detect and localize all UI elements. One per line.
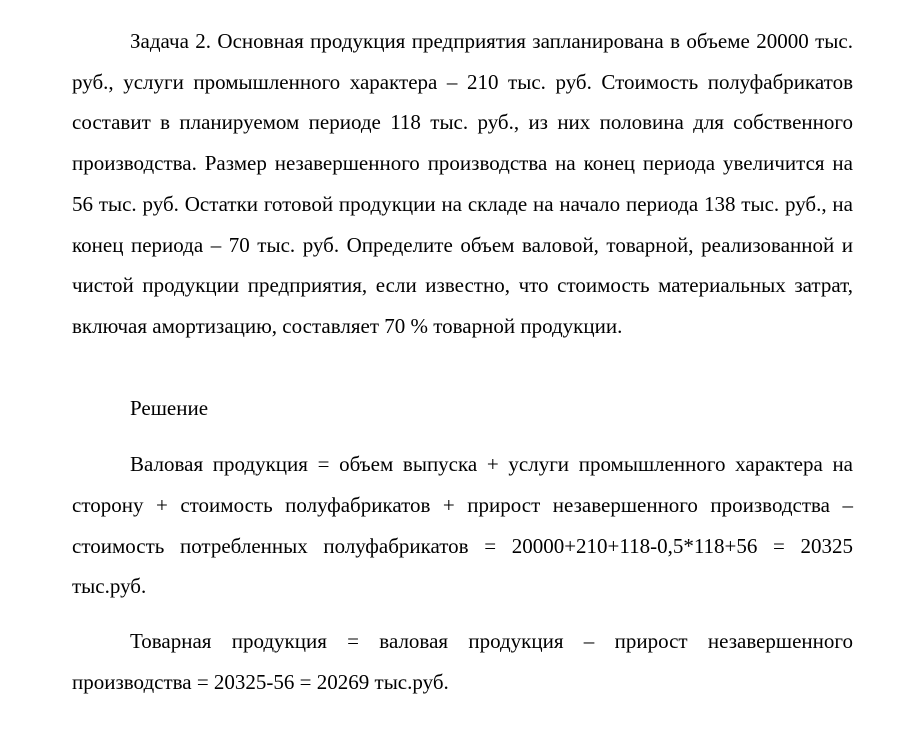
- blank-line: [72, 347, 853, 388]
- document-page: [72, 21, 853, 703]
- solution-heading: Решение: [130, 395, 209, 420]
- task-paragraph: Задача 2. Основная продукция предприятия запланирована в объеме 20000 тыс. руб., услуги промышленного характера – 210 тыс. руб. Стоимость полуфабрикатов составит в планируемом периоде 118 тыс. руб., из них половина для собственного производства. Размер незавершенного производства на конец периода увеличится на 56 тыс. руб. Остатки готовой продукции на складе на начало периода 138 тыс. руб., на конец периода – 70 тыс. руб. Определите объем валовой, товарной, реализованной и чистой продукции предприятия, если известно, что стоимость материальных затрат, включая амортизацию, составляет 70 % товарной продукции.: [72, 29, 853, 338]
- gross-output-paragraph: Валовая продукция = объем выпуска + услуги промышленного характера на сторону + стоимость полуфабрикатов + прирост незавершенного производства – стоимость потребленных полуфабрикатов = 20000+210+118-0,5*118+56 = 20325 тыс.руб.: [72, 452, 853, 599]
- marketable-output-paragraph: Товарная продукция = валовая продукция – прирост незавершенного производства = 20325-56 = 20269 тыс.руб.: [72, 629, 853, 694]
